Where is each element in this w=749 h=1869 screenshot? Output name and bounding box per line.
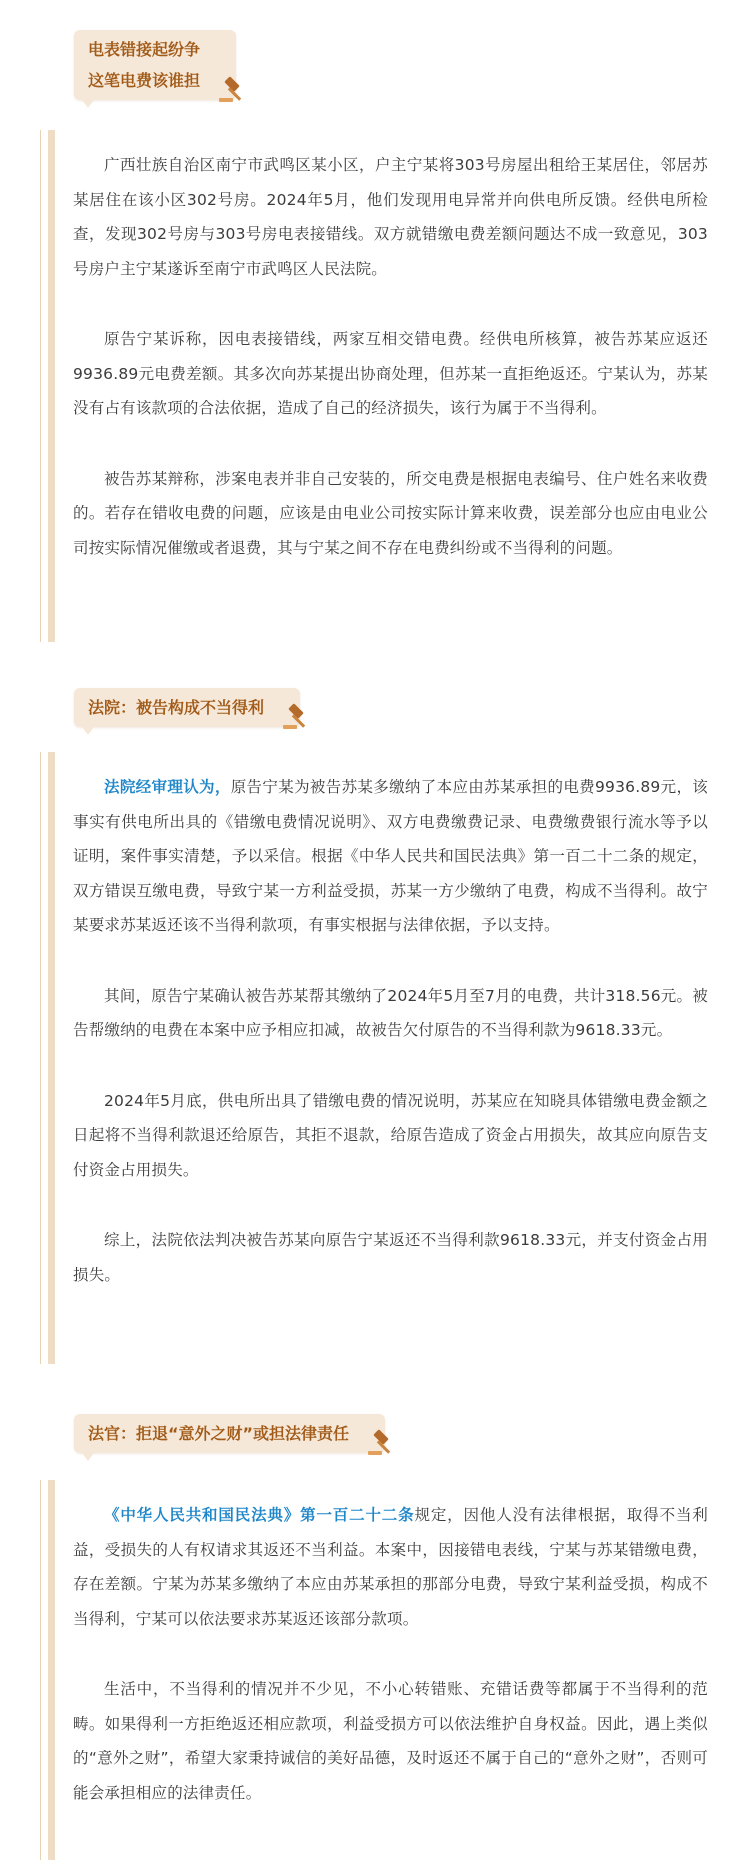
section-3-paragraph-2: 生活中，不当得利的情况并不少见，不小心转错账、充错话费等都属于不当得利的范畴。如果得利一方拒绝返还相应款项，利益受损方可以依法维护自身权益。因此，遇上类似的“意外之财”，希望大家秉持诚信的美好品德，及时返还不属于自己的“意外之财”，否则可能会承担相应的法律责任。	[73, 1680, 708, 1802]
section-3-heading-line-1: 法官：拒退“意外之财”或担法律责任	[88, 1424, 350, 1443]
section-1-paragraph-3: 被告苏某辩称，涉案电表并非自己安装的，所交电费是根据电表编号、住户姓名来收费的。若存在错收电费的问题，应该是由电业公司按实际计算来收费，误差部分也应由电业公司按实际情况催缴或者退费，其与宁某之间不存在电费纠纷或不当得利的问题。	[73, 469, 708, 557]
section-3-heading-tag	[74, 1414, 385, 1453]
section-2-paragraph-1	[73, 770, 708, 943]
section-3-paragraph-1	[73, 1498, 708, 1636]
gavel-icon	[216, 74, 250, 104]
section-2-heading-tag	[74, 688, 300, 727]
section-1-side-bar	[40, 130, 55, 642]
section-2-paragraph-4: 综上，法院依法判决被告苏某向原告宁某返还不当得利款9618.33元，并支付资金占用损失。	[73, 1231, 708, 1284]
section-2	[40, 752, 708, 1364]
section-2-lead-highlight: 法院经审理认为，	[104, 778, 231, 796]
section-2-heading-line-1: 法院：被告构成不当得利	[88, 698, 265, 717]
section-3	[40, 1480, 708, 1860]
gavel-icon	[280, 701, 314, 731]
gavel-icon	[365, 1427, 399, 1457]
section-1-heading-line-1: 电表错接起纷争	[88, 40, 201, 59]
section-3-lead-highlight: 《中华人民共和国民法典》第一百二十二条	[104, 1506, 415, 1524]
section-2-side-bar	[40, 752, 55, 1364]
section-1-heading-tag	[74, 30, 236, 100]
section-1-paragraph-1: 广西壮族自治区南宁市武鸣区某小区，户主宁某将303号房屋出租给王某居住，邻居苏某居住在该小区302号房。2024年5月，他们发现用电异常并向供电所反馈。经供电所检查，发现302号房与303号房电表接错线。双方就错缴电费差额问题达不成一致意见，303号房户主宁某遂诉至南宁市武鸣区人民法院。	[73, 156, 708, 278]
section-1-heading-line-2: 这笔电费该谁担	[88, 71, 201, 90]
section-2-paragraph-1-text: 原告宁某为被告苏某多缴纳了本应由苏某承担的电费9936.89元，该事实有供电所出具的《错缴电费情况说明》、双方电费缴费记录、电费缴费银行流水等予以证明，案件事实清楚，予以采信。根据《中华人民共和国民法典》第一百二十二条的规定，双方错误互缴电费，导致宁某一方利益受损，苏某一方少缴纳了电费，构成不当得利。故宁某要求苏某返还该不当得利款项，有事实根据与法律依据，予以支持。	[73, 778, 709, 934]
section-3-paragraph-1-text: 规定，因他人没有法律根据，取得不当利益，受损失的人有权请求其返还不当利益。本案中，因接错电表线，宁某与苏某错缴电费，存在差额。宁某为苏某多缴纳了本应由苏某承担的那部分电费，导致宁某利益受损，构成不当得利，宁某可以依法要求苏某返还该部分款项。	[73, 1506, 708, 1628]
section-2-paragraph-2: 其间，原告宁某确认被告苏某帮其缴纳了2024年5月至7月的电费，共计318.56元。被告帮缴纳的电费在本案中应予相应扣减，故被告欠付原告的不当得利款为9618.33元。	[73, 986, 708, 1039]
section-2-paragraph-3: 2024年5月底，供电所出具了错缴电费的情况说明，苏某应在知晓具体错缴电费金额之日起将不当得利款退还给原告，其拒不退款，给原告造成了资金占用损失，故其应向原告支付资金占用损失。	[73, 1091, 708, 1179]
section-3-side-bar	[40, 1480, 55, 1860]
section-1-paragraph-2: 原告宁某诉称，因电表接错线，两家互相交错电费。经供电所核算，被告苏某应返还9936.89元电费差额。其多次向苏某提出协商处理，但苏某一直拒绝返还。宁某认为，苏某没有占有该款项的合法依据，造成了自己的经济损失，该行为属于不当得利。	[73, 330, 708, 417]
section-1	[40, 130, 708, 642]
